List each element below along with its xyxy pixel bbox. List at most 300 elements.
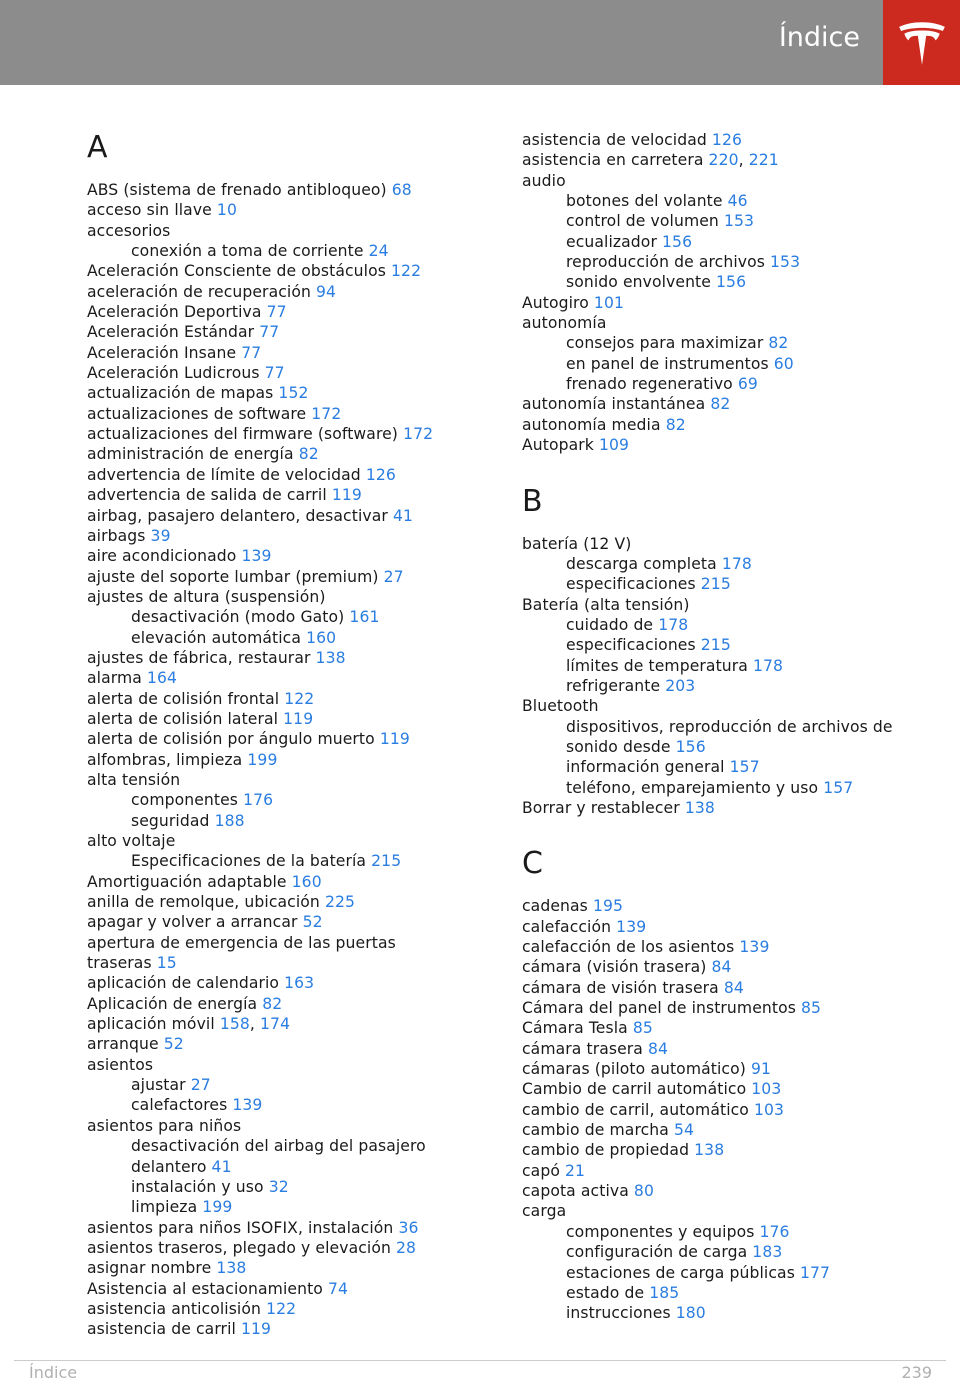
index-entry: [87, 994, 507, 1014]
index-entry: [87, 221, 507, 241]
index-entry: [522, 1059, 942, 1079]
entry-term: advertencia de límite de velocidad: [87, 465, 361, 484]
index-subentry: [87, 1136, 507, 1156]
page-link[interactable]: 221: [748, 151, 779, 170]
index-entry: [87, 424, 507, 444]
entry-term: alto voltaje: [87, 832, 176, 850]
entry-term: actualizaciones de software: [87, 404, 307, 423]
entry-term: autonomía: [522, 314, 607, 333]
page-link[interactable]: 139: [241, 547, 272, 566]
index-entry: [87, 282, 507, 302]
entry-term: refrigerante: [566, 676, 661, 695]
page-link[interactable]: 215: [700, 636, 731, 655]
entry-term: Borrar y restablecer: [522, 798, 680, 817]
entry-term: batería (12 V): [522, 534, 632, 553]
index-subentry: [522, 232, 942, 252]
index-letter-heading: B: [522, 483, 543, 519]
tesla-logo: [883, 0, 960, 85]
page-link[interactable]: 85: [801, 999, 822, 1018]
index-subentry: [522, 374, 942, 394]
entry-term: Cambio de carril automático: [522, 1080, 747, 1099]
index-subentry: [87, 1095, 507, 1115]
entry-term: administración de energía: [87, 445, 294, 464]
index-entry: [87, 404, 507, 424]
page-link[interactable]: 119: [241, 1320, 272, 1339]
index-subentry: [522, 676, 942, 696]
entry-term: autonomía media: [522, 415, 661, 434]
page-link[interactable]: 103: [754, 1100, 785, 1119]
entry-term: asientos para niños ISOFIX, instalación: [87, 1218, 394, 1237]
entry-term: Autogiro: [522, 293, 589, 312]
index-entry: [522, 1100, 942, 1120]
page-link[interactable]: 82: [710, 395, 731, 414]
page-link[interactable]: 41: [392, 506, 413, 525]
entry-term: traseras: [87, 954, 152, 973]
entry-term: cadenas: [522, 897, 588, 916]
entry-term: cuidado de: [566, 615, 654, 634]
entry-term: asientos para niños: [87, 1116, 242, 1135]
page-link[interactable]: 85: [632, 1019, 653, 1038]
entry-term: ajustar: [131, 1076, 186, 1095]
index-subentry: [522, 211, 942, 231]
page-link[interactable]: 153: [770, 253, 801, 272]
index-entry: [87, 912, 507, 932]
page-link[interactable]: 122: [391, 262, 422, 281]
page-link[interactable]: 174: [260, 1015, 291, 1034]
index-subentry: [522, 252, 942, 272]
entry-term: ajustes de fábrica, restaurar: [87, 648, 311, 667]
page-link[interactable]: 126: [711, 131, 742, 149]
index-entry: [87, 953, 507, 973]
index-entry: [87, 872, 507, 892]
page-link[interactable]: 74: [328, 1279, 349, 1298]
page-link[interactable]: 199: [247, 750, 278, 769]
page-link[interactable]: 82: [262, 994, 283, 1013]
page-link[interactable]: 156: [675, 737, 706, 756]
entry-term: desactivación del airbag del pasajero: [131, 1137, 426, 1156]
index-entry: [522, 998, 942, 1018]
entry-term: especificaciones: [566, 636, 696, 655]
page-link[interactable]: 139: [616, 917, 647, 936]
page-link[interactable]: 84: [711, 958, 732, 977]
page-link[interactable]: 138: [216, 1259, 247, 1278]
page-link[interactable]: 82: [298, 445, 319, 464]
entry-term: advertencia de salida de carril: [87, 486, 327, 505]
index-entry: [522, 1079, 942, 1099]
entry-term: limpieza: [131, 1198, 198, 1217]
index-entry: [87, 180, 507, 200]
entry-term: información general: [566, 758, 725, 777]
entry-term: componentes y equipos: [566, 1222, 755, 1241]
page-link[interactable]: 32: [268, 1177, 289, 1196]
entry-term: conexión a toma de corriente: [131, 242, 364, 261]
page-link[interactable]: 28: [396, 1238, 417, 1257]
index-entry: [522, 896, 942, 916]
page-link[interactable]: 183: [752, 1243, 783, 1262]
index-entry: [87, 933, 507, 953]
page-link[interactable]: 68: [391, 181, 412, 199]
index-subentry: [87, 628, 507, 648]
index-subentry: [522, 191, 942, 211]
entry-term: acceso sin llave: [87, 201, 212, 220]
page-link[interactable]: 180: [675, 1304, 706, 1323]
index-subentry: [522, 717, 942, 737]
entry-term: delantero: [131, 1157, 207, 1176]
index-entry: [522, 937, 942, 957]
index-entry: [87, 444, 507, 464]
entry-term: límites de temperatura: [566, 656, 748, 675]
entry-term: reproducción de archivos: [566, 253, 765, 272]
page-link[interactable]: 15: [156, 954, 177, 973]
page-link[interactable]: 172: [311, 404, 342, 423]
index-entry: [87, 709, 507, 729]
index-entry: [87, 485, 507, 505]
page-link[interactable]: 153: [723, 212, 755, 231]
entry-term: instalación y uso: [131, 1177, 264, 1196]
index-subentry: [87, 241, 507, 261]
entry-term: consejos para maximizar: [566, 334, 764, 353]
page-link[interactable]: 126: [365, 465, 396, 484]
index-subentry: [522, 1303, 942, 1323]
page-link[interactable]: 52: [302, 913, 323, 932]
page-link[interactable]: 138: [684, 798, 715, 817]
page-link[interactable]: 54: [674, 1121, 695, 1140]
index-subentry: [522, 333, 942, 353]
entry-term: Aceleración Estándar: [87, 323, 255, 342]
page-link[interactable]: 69: [737, 375, 758, 394]
index-entry: [87, 1279, 507, 1299]
index-entry: [522, 1181, 942, 1201]
index-entry: [87, 1258, 507, 1278]
index-subentry: [87, 1177, 507, 1197]
entry-term: componentes: [131, 791, 239, 810]
page-link[interactable]: 225: [324, 893, 356, 912]
page-link[interactable]: 80: [633, 1182, 654, 1201]
page-link[interactable]: 77: [264, 364, 285, 383]
page-link[interactable]: 163: [284, 974, 315, 993]
entry-term: cámara trasera: [522, 1039, 643, 1058]
index-entry: aplicación móvil 158, 174: [87, 1015, 291, 1034]
index-subentry: [522, 1263, 942, 1283]
entry-term: aplicación móvil: [87, 1015, 215, 1034]
entry-term: actualizaciones del firmware (software): [87, 425, 398, 444]
index-entry: [87, 465, 507, 485]
index-letter-heading: A: [87, 130, 108, 165]
index-subentry: [522, 574, 942, 594]
index-entry: [87, 363, 507, 383]
page-link[interactable]: 152: [278, 384, 309, 403]
entry-term: aire acondicionado: [87, 547, 237, 566]
page-link[interactable]: 185: [649, 1283, 680, 1302]
page-link[interactable]: 82: [768, 334, 789, 353]
page-link[interactable]: 77: [266, 303, 287, 322]
entry-term: aplicación de calendario: [87, 974, 280, 993]
page-link[interactable]: 21: [565, 1161, 586, 1180]
page-link[interactable]: 119: [379, 730, 410, 749]
entry-term: en panel de instrumentos: [566, 354, 769, 373]
page-link[interactable]: 46: [727, 192, 748, 211]
page-link[interactable]: 160: [291, 872, 322, 891]
index-entry: [522, 798, 942, 818]
index-subentry: [522, 757, 942, 777]
entry-term: sonido desde: [566, 737, 671, 756]
entry-term: cámara de visión trasera: [522, 978, 719, 997]
page-link[interactable]: 157: [823, 778, 854, 797]
index-entry: [87, 689, 507, 709]
page-link[interactable]: 164: [147, 669, 178, 688]
index-entry: [522, 978, 942, 998]
page-link[interactable]: 172: [403, 425, 434, 444]
index-entry: [87, 302, 507, 322]
page-link[interactable]: 138: [694, 1141, 725, 1160]
index-entry: [522, 435, 942, 455]
entry-term: alta tensión: [87, 770, 181, 789]
page-link[interactable]: 220: [708, 151, 739, 170]
entry-term: aceleración de recuperación: [87, 282, 311, 301]
entry-term: Aceleración Ludicrous: [87, 364, 260, 383]
page-link[interactable]: 203: [665, 676, 696, 695]
page-link[interactable]: 77: [241, 343, 262, 362]
entry-term: control de volumen: [566, 212, 719, 231]
entry-term: calefacción: [522, 917, 612, 936]
page-link[interactable]: 119: [331, 486, 362, 505]
index-entry: [87, 750, 507, 770]
entry-term: configuración de carga: [566, 1243, 748, 1262]
entry-term: sonido envolvente: [566, 273, 711, 292]
entry-term: carga: [522, 1202, 567, 1221]
index-subentry: [522, 615, 942, 635]
index-entry: [87, 892, 507, 912]
index-entry: [87, 200, 507, 220]
entry-term: elevación automática: [131, 628, 302, 647]
page-link[interactable]: 60: [773, 354, 794, 373]
index-entry: [87, 343, 507, 363]
page-link[interactable]: 161: [349, 608, 380, 627]
page-link[interactable]: 24: [368, 242, 389, 261]
index-subentry: [522, 1242, 942, 1262]
index-entry: [522, 293, 942, 313]
index-entry: [522, 1201, 942, 1221]
page-link[interactable]: 101: [593, 293, 624, 312]
index-entry: [87, 770, 507, 790]
entry-term: instrucciones: [566, 1304, 671, 1323]
entry-term: anilla de remolque, ubicación: [87, 893, 320, 912]
page-link[interactable]: 84: [723, 978, 744, 997]
index-entry: [87, 729, 507, 749]
page-link[interactable]: 139: [739, 938, 770, 956]
entry-term: Autopark: [522, 436, 594, 455]
index-subentry: [522, 635, 942, 655]
page-link[interactable]: 103: [751, 1080, 782, 1099]
footer-divider: [14, 1360, 946, 1361]
entry-term: frenado regenerativo: [566, 375, 733, 394]
index-subentry: [522, 656, 942, 676]
tesla-logo-icon: [896, 17, 948, 69]
index-entry: [522, 313, 942, 333]
entry-term: cámara (visión trasera): [522, 958, 707, 977]
page-link[interactable]: 91: [750, 1060, 772, 1079]
page-link[interactable]: 176: [243, 791, 274, 810]
index-subentry: [522, 778, 942, 798]
page-link[interactable]: 215: [700, 575, 731, 594]
entry-term: Aceleración Deportiva: [87, 303, 262, 322]
page-link[interactable]: 138: [315, 648, 346, 667]
page-title: Índice: [778, 22, 860, 53]
page-link[interactable]: 178: [721, 554, 752, 573]
page-link[interactable]: 82: [665, 415, 686, 434]
entry-term: calefactores: [131, 1096, 228, 1115]
entry-term: dispositivos, reproducción de archivos de: [566, 717, 893, 736]
index-entry: [522, 1120, 942, 1140]
index-entry: [87, 1055, 507, 1075]
page-link[interactable]: 215: [371, 852, 402, 871]
entry-term: audio: [522, 171, 566, 190]
page-link[interactable]: 156: [662, 232, 693, 251]
page-link[interactable]: 122: [284, 689, 315, 708]
entry-term: Aceleración Consciente de obstáculos: [87, 262, 386, 281]
entry-term: descarga completa: [566, 554, 717, 573]
index-entry: [522, 595, 942, 615]
entry-term: airbag, pasajero delantero, desactivar: [87, 506, 388, 525]
entry-term: estado de: [566, 1283, 645, 1302]
index-entry: [522, 1140, 942, 1160]
index-entry: [87, 567, 507, 587]
page-link[interactable]: 160: [306, 628, 337, 647]
page-link[interactable]: 176: [759, 1222, 790, 1241]
index-subentry: [87, 811, 507, 831]
entry-term: teléfono, emparejamiento y uso: [566, 778, 819, 797]
page-link[interactable]: 157: [729, 758, 760, 777]
entry-term: alfombras, limpieza: [87, 750, 243, 769]
index-entry: [87, 1116, 507, 1136]
page-link[interactable]: 41: [211, 1157, 232, 1176]
entry-term: asistencia en carretera: [522, 151, 704, 170]
page-link[interactable]: 39: [150, 526, 171, 545]
entry-term: capó: [522, 1161, 560, 1180]
index-subentry: [87, 607, 507, 627]
index-entry: [87, 526, 507, 546]
entry-term: airbags: [87, 526, 146, 545]
entry-term: Bluetooth: [522, 697, 599, 716]
index-subentry: [87, 851, 507, 871]
entry-term: Asistencia al estacionamiento: [87, 1279, 323, 1298]
index-entry: asistencia en carretera 220, 221: [522, 151, 779, 170]
entry-term: Especificaciones de la batería: [131, 852, 367, 871]
entry-term: apagar y volver a arrancar: [87, 913, 298, 932]
index-column-left: [87, 130, 507, 1340]
entry-term: Cámara del panel de instrumentos: [522, 999, 796, 1018]
index-entry: [87, 831, 507, 851]
entry-term: calefacción de los asientos: [522, 938, 735, 956]
index-subentry: [522, 737, 942, 757]
entry-term: estaciones de carga públicas: [566, 1263, 795, 1282]
entry-term: accesorios: [87, 221, 171, 240]
entry-term: cambio de carril, automático: [522, 1100, 749, 1119]
entry-term: alerta de colisión frontal: [87, 689, 280, 708]
index-entry: [87, 322, 507, 342]
page-link[interactable]: 139: [232, 1096, 263, 1115]
entry-term: arranque: [87, 1035, 159, 1054]
entry-term: especificaciones: [566, 575, 696, 594]
index-entry: [87, 973, 507, 993]
entry-term: ABS (sistema de frenado antibloqueo): [87, 181, 387, 199]
entry-term: Cámara Tesla: [522, 1019, 628, 1038]
page-link[interactable]: 119: [283, 709, 314, 728]
index-entry: [522, 130, 942, 150]
page-link[interactable]: 94: [316, 282, 337, 301]
page-link[interactable]: 84: [648, 1039, 669, 1058]
entry-term: Aceleración Insane: [87, 343, 237, 362]
index-subentry: [522, 1283, 942, 1303]
index-subentry: [522, 1222, 942, 1242]
page-link[interactable]: 77: [259, 323, 280, 342]
entry-term: cámaras (piloto automático): [522, 1060, 746, 1079]
index-entry: [522, 171, 942, 191]
page-header: [0, 0, 960, 85]
page-link[interactable]: 199: [202, 1198, 233, 1217]
page-link[interactable]: 52: [163, 1035, 184, 1054]
entry-term: asientos traseros, plegado y elevación: [87, 1238, 391, 1257]
page-link[interactable]: 27: [383, 567, 404, 586]
index-subentry: [87, 1075, 507, 1095]
index-column-right: [522, 130, 942, 1324]
entry-term: asistencia anticolisión: [87, 1299, 261, 1318]
index-subentry: [87, 790, 507, 810]
entry-term: capota activa: [522, 1182, 629, 1201]
page-link[interactable]: 10: [216, 201, 237, 220]
page-link[interactable]: 122: [266, 1299, 297, 1318]
page-link[interactable]: 178: [753, 656, 784, 675]
index-subentry: [87, 1197, 507, 1217]
index-entry: [522, 917, 942, 937]
index-entry: [87, 1034, 507, 1054]
entry-term: botones del volante: [566, 192, 723, 211]
page-link[interactable]: 178: [658, 615, 689, 634]
index-entry: [87, 648, 507, 668]
footer-page-number: 239: [901, 1363, 932, 1382]
page-link[interactable]: 36: [398, 1218, 419, 1237]
entry-term: Aplicación de energía: [87, 994, 258, 1013]
page-link[interactable]: 27: [190, 1076, 211, 1095]
page-link[interactable]: 158: [219, 1015, 250, 1034]
entry-term: asistencia de carril: [87, 1320, 236, 1339]
entry-term: apertura de emergencia de las puertas: [87, 933, 396, 952]
index-entry: [522, 415, 942, 435]
index-entry: [87, 1218, 507, 1238]
index-entry: [87, 506, 507, 526]
index-subentry: [87, 1157, 507, 1177]
entry-term: Batería (alta tensión): [522, 595, 690, 614]
entry-term: desactivación (modo Gato): [131, 608, 345, 627]
page-link[interactable]: 188: [214, 811, 245, 830]
entry-term: seguridad: [131, 811, 210, 830]
page-link[interactable]: 195: [592, 897, 624, 916]
index-entry: [522, 394, 942, 414]
index-entry: [522, 1161, 942, 1181]
index-entry: [522, 1039, 942, 1059]
index-entry: [87, 261, 507, 281]
page-link[interactable]: 177: [799, 1263, 831, 1282]
entry-term: ajuste del soporte lumbar (premium): [87, 567, 379, 586]
index-subentry: [522, 554, 942, 574]
index-entry: [87, 546, 507, 566]
page-link[interactable]: 156: [716, 273, 747, 292]
index-subentry: [522, 354, 942, 374]
entry-term: autonomía instantánea: [522, 395, 706, 414]
entry-term: alerta de colisión lateral: [87, 709, 279, 728]
entry-term: asignar nombre: [87, 1259, 212, 1278]
page-link[interactable]: 109: [598, 436, 630, 455]
